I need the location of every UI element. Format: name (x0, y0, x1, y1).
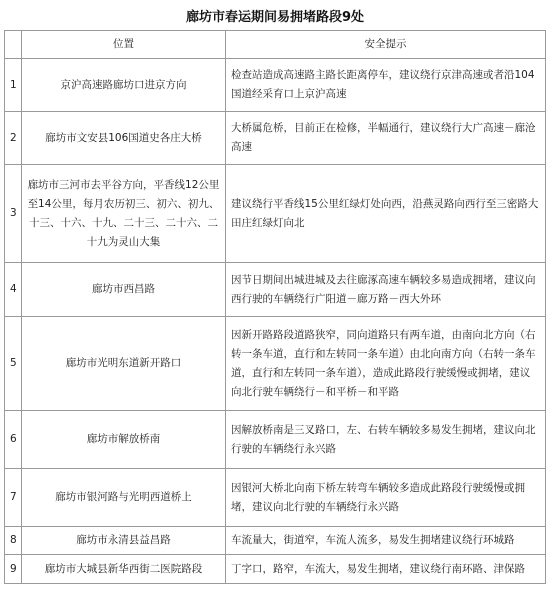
row-location: 廊坊市解放桥南 (22, 411, 226, 469)
row-number: 5 (5, 317, 22, 411)
row-number: 7 (5, 469, 22, 527)
row-safety-tip: 大桥属危桥，目前正在检修，半幅通行，建议绕行大广高速－廊沧高速 (226, 112, 546, 165)
table-row (5, 112, 546, 165)
row-number: 9 (5, 555, 22, 584)
table-row (5, 263, 546, 317)
row-safety-tip: 检查站造成高速路主路长距离停车，建议绕行京津高速或者沿104国道经采育口上京沪高速 (226, 59, 546, 112)
table-header-row (5, 31, 546, 59)
row-number: 2 (5, 112, 22, 165)
table-row (5, 527, 546, 555)
row-safety-tip: 因解放桥南是三叉路口，左、右转车辆较多易发生拥堵，建议向北行驶的车辆绕行永兴路 (226, 411, 546, 469)
table-row (5, 165, 546, 263)
row-location: 廊坊市光明东道新开路口 (22, 317, 226, 411)
row-number: 3 (5, 165, 22, 263)
row-safety-tip: 车流量大，街道窄，车流人流多，易发生拥堵建议绕行环城路 (226, 527, 546, 555)
row-location: 廊坊市永清县益昌路 (22, 527, 226, 555)
row-location: 京沪高速路廊坊口进京方向 (22, 59, 226, 112)
row-safety-tip: 因银河大桥北向南下桥左转弯车辆较多造成此路段行驶缓慢或拥堵，建议向北行驶的车辆绕行永兴路 (226, 469, 546, 527)
row-location: 廊坊市西昌路 (22, 263, 226, 317)
row-safety-tip: 建议绕行平香线15公里红绿灯处向西，沿燕灵路向西行至三密路大田庄红绿灯向北 (226, 165, 546, 263)
row-safety-tip: 因新开路路段道路狭窄，同向道路只有两车道，由南向北方向（右转一条车道，直行和左转同一条车道）由北向南方向（右转一条车道，直行和左转同一条车道），造成此路段行驶缓慢或拥堵，建议向北行驶车辆绕行－和平桥－和平路 (226, 317, 546, 411)
header-location: 位置 (22, 31, 226, 59)
table-row (5, 59, 546, 112)
congestion-table (4, 30, 546, 584)
row-location: 廊坊市大城县新华西街二医院路段 (22, 555, 226, 584)
row-number: 8 (5, 527, 22, 555)
row-number: 4 (5, 263, 22, 317)
row-number: 1 (5, 59, 22, 112)
row-number: 6 (5, 411, 22, 469)
row-location: 廊坊市银河路与光明西道桥上 (22, 469, 226, 527)
row-safety-tip: 因节日期间出城进城及去往廊涿高速车辆较多易造成拥堵，建议向西行驶的车辆绕行广阳道－廊万路－西大外环 (226, 263, 546, 317)
table-row (5, 411, 546, 469)
row-location: 廊坊市文安县106国道史各庄大桥 (22, 112, 226, 165)
header-index (5, 31, 22, 59)
header-safety-tip: 安全提示 (226, 31, 546, 59)
table-row (5, 317, 546, 411)
table-row (5, 555, 546, 584)
row-location: 廊坊市三河市去平谷方向，平香线12公里至14公里，每月农历初三、初六、初九、十三、十六、十九、二十三、二十六、二十九为灵山大集 (22, 165, 226, 263)
table-row (5, 469, 546, 527)
row-safety-tip: 丁字口，路窄，车流大，易发生拥堵，建议绕行南环路、津保路 (226, 555, 546, 584)
page-title: 廊坊市春运期间易拥堵路段9处 (185, 9, 365, 25)
